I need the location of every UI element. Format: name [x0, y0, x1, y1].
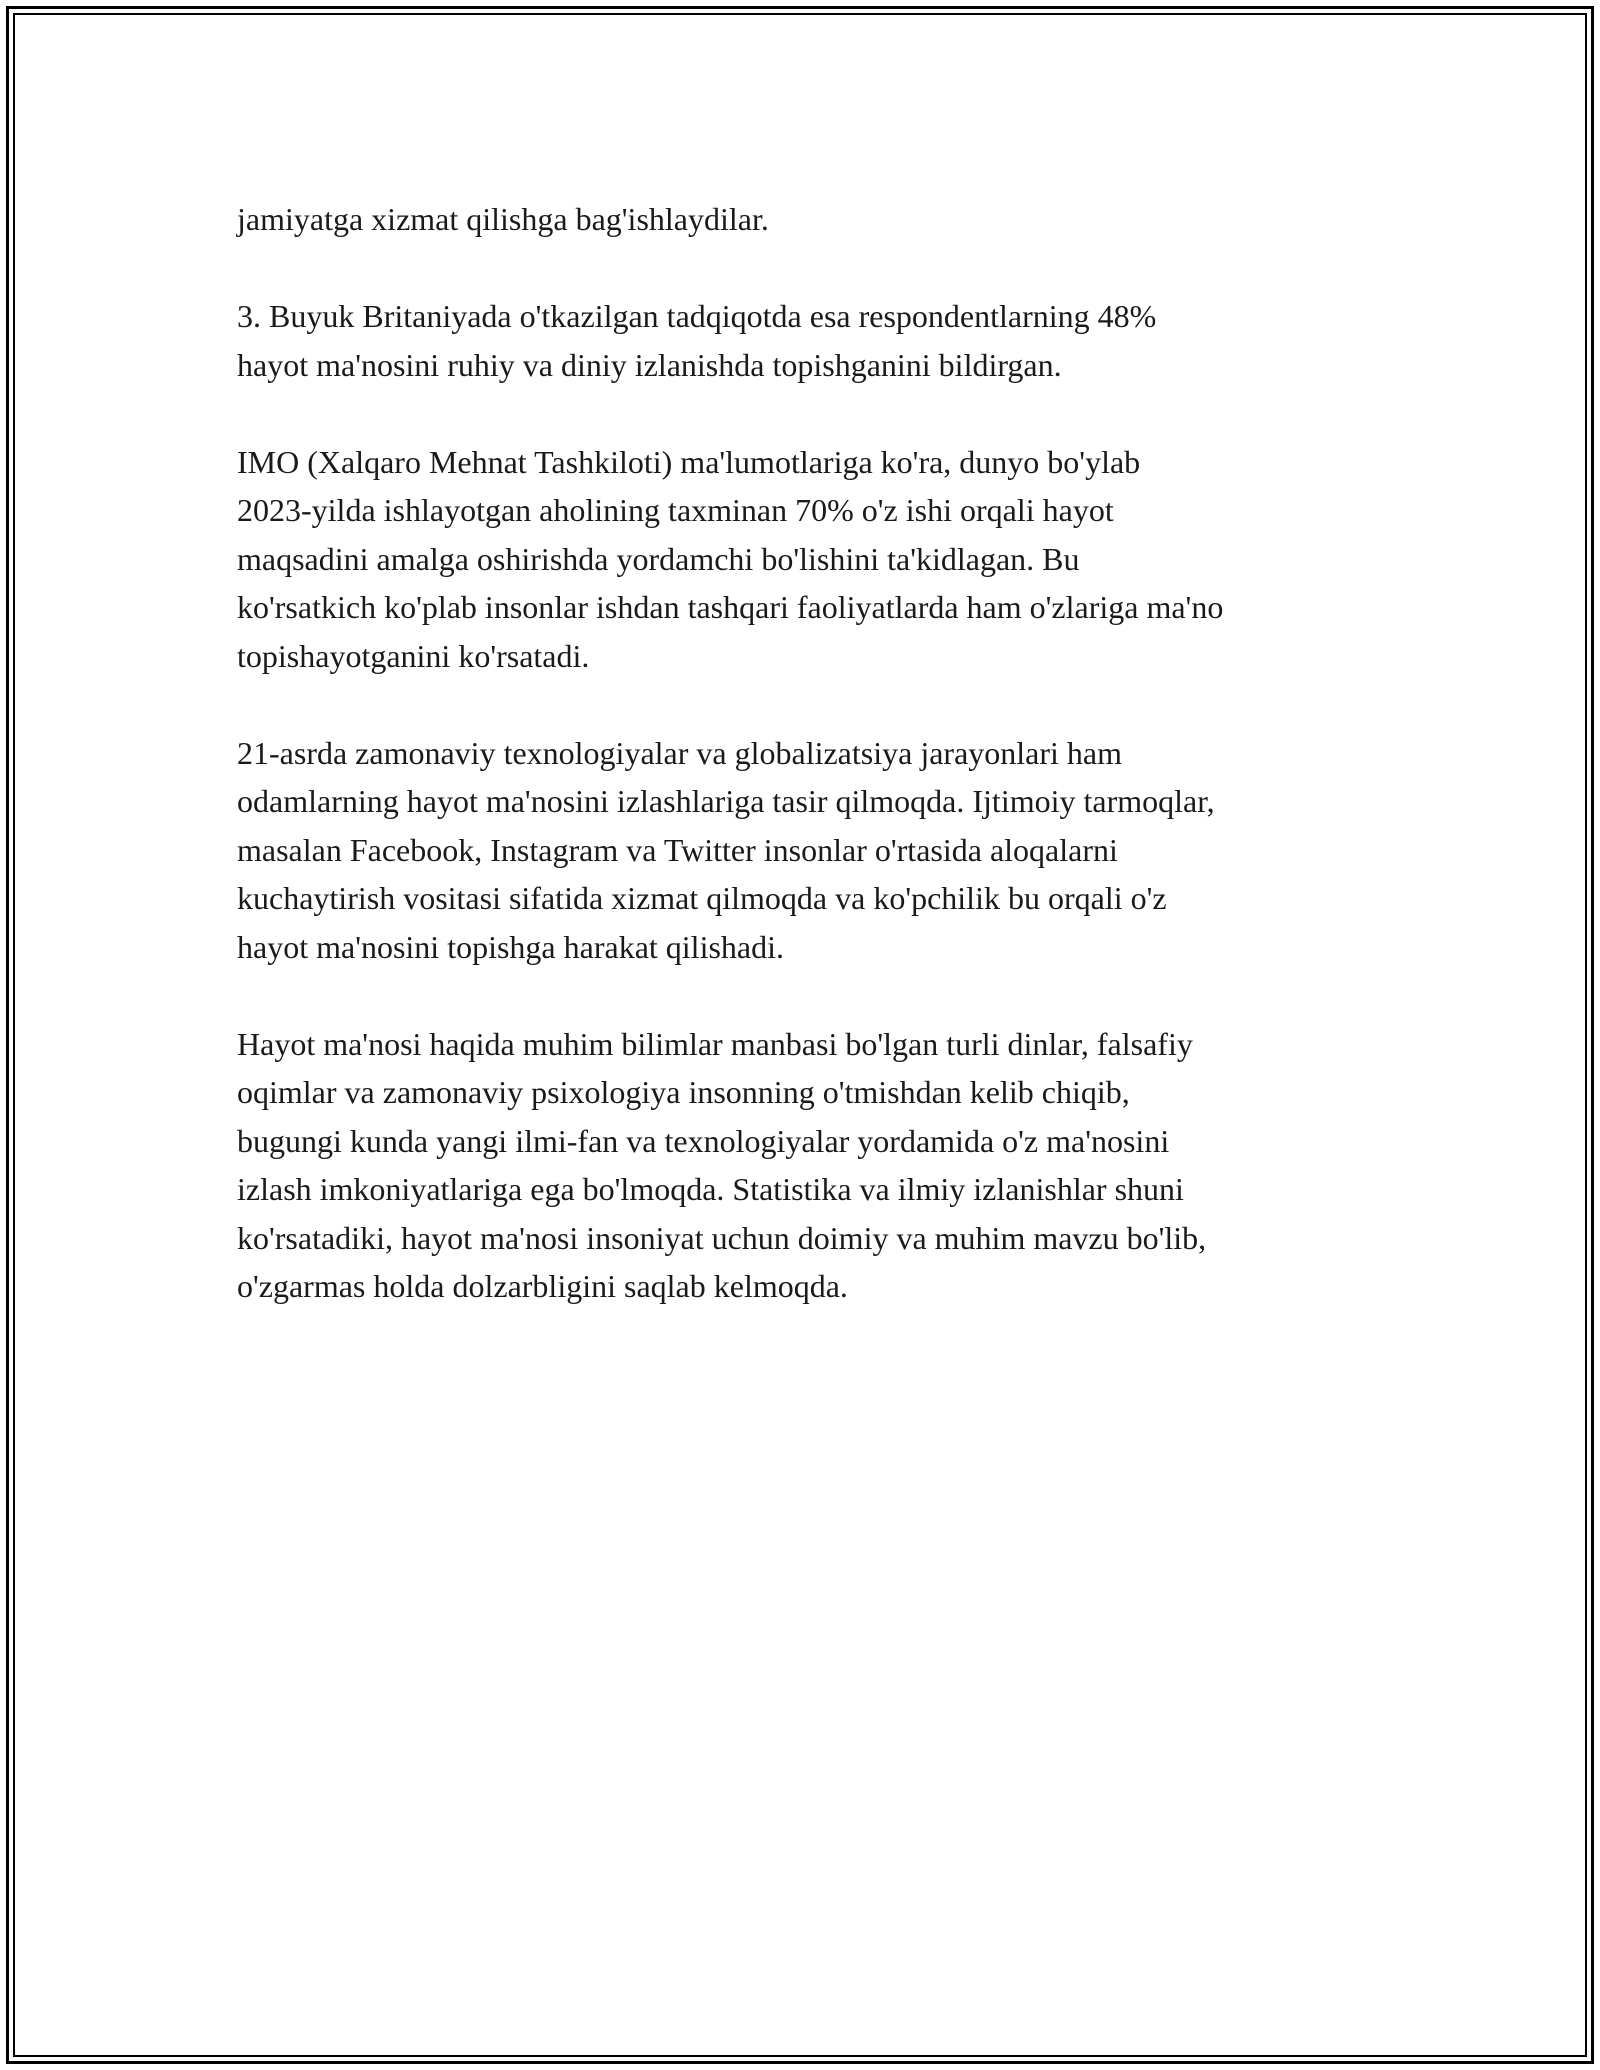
paragraph-continuation: jamiyatga xizmat qilishga bag'ishlaydilar. [237, 201, 769, 237]
paragraph-technology: 21-asrda zamonaviy texnologiyalar va globalizatsiya jarayonlari ham odamlarning hayot ma'nosini izlashlariga tasir qilmoqda. Ijtimoiy tarmoqlar, masalan Facebook, Instagram va Twitter insonlar o'rtasida aloqalarni kuchaytirish vositasi sifatida xizmat qilmoqda va ko'pchilik bu orqali o'z hayot ma'nosini topishga harakat qilishadi. [237, 734, 1215, 965]
paragraph-conclusion: Hayot ma'nosi haqida muhim bilimlar manbasi bo'lgan turli dinlar, falsafiy oqimlar va zamonaviy psixologiya insonning o'tmishdan kelib chiqib, bugungi kunda yangi ilmi-fan va texnologiyalar yordamida o'z ma'nosini izlash imkoniyatlariga ega bo'lmoqda. Statistika va ilmiy izlanishlar shuni ko'rsatadiki, hayot ma'nosi insoniyat uchun doimiy va muhim mavzu bo'lib, o'zgarmas holda dolzarbligini saqlab kelmoqda. [237, 1025, 1207, 1304]
page-border-outer [6, 6, 1594, 2064]
document-body [237, 195, 1397, 1359]
paragraph-imo-data: IMO (Xalqaro Mehnat Tashkiloti) ma'lumotlariga ko'ra, dunyo bo'ylab 2023-yilda ishlayotgan aholining taxminan 70% o'z ishi orqali hayot maqsadini amalga oshirishda yordamchi bo'lishini ta'kidlagan. Bu ko'rsatkich ko'plab insonlar ishdan tashqari faoliyatlarda ham o'zlariga ma'no topishayotganini ko'rsatadi. [237, 443, 1224, 674]
paragraph-uk-study: 3. Buyuk Britaniyada o'tkazilgan tadqiqotda esa respondentlarning 48% hayot ma'nosini ruhiy va diniy izlanishda topishganini bildirgan. [237, 298, 1157, 383]
page-border-inner [13, 13, 1587, 2057]
